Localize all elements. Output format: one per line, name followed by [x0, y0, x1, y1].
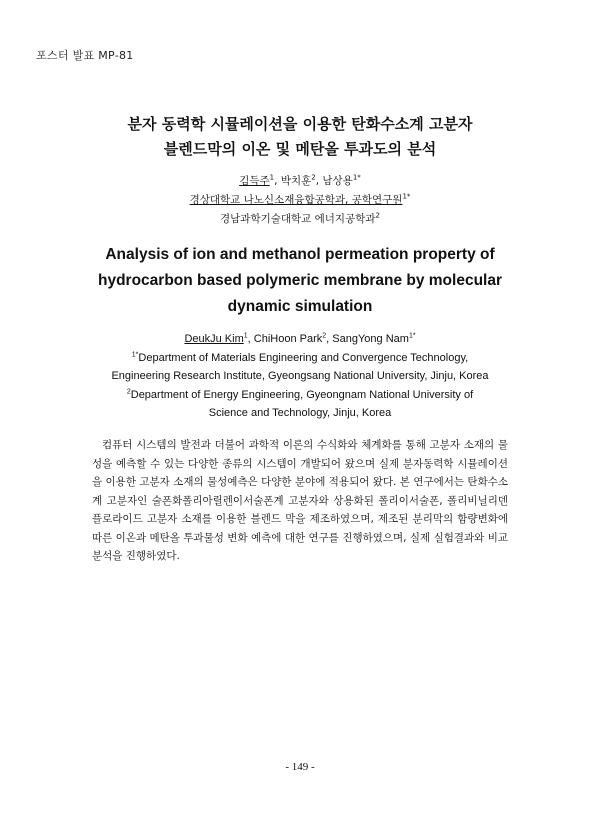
abstract-paragraph: 컴퓨터 시스템의 발전과 더불어 과학적 이론의 수식화와 체계화를 통해 고분자 소재의 물성을 예측할 수 있는 다양한 종류의 시스템이 개발되어 왔으며 실제 분자동력학 시뮬레이션을 이용한 고분자 소재의 물성예측은 다양한 분야에 적용되어 왔다. 본 연구에서는 탄화수소계 고분자인 술폰화폴리아릴렌이서술폰계 고분자와 상용화된 폴리이서술폰, 폴리비닐리덴플로라이드 고분자 소재를 이용한 블렌드 막을 제조하였으며, 제조된 분리막의 함량변화에 따른 이온과 메탄올 투과물성 변화 예측에 대한 연구를 진행하였으며, 실제 실험결과와 비교분석을 진행하였다. [92, 439, 508, 562]
english-author-2-sup: 2 [322, 332, 327, 340]
english-title-line-2: hydrocarbon based polymeric membrane by molecular [98, 272, 502, 289]
english-affiliation-2-sup: 2 [126, 387, 131, 395]
korean-author-2: 박치훈 [280, 175, 312, 187]
english-affiliation-2-line-1 [0, 386, 600, 405]
page-number: - 149 - [285, 761, 315, 773]
korean-author-1: 김득주 [239, 175, 270, 187]
english-affiliation-1-text-1: Department of Materials Engineering and Convergence Technology, [138, 351, 469, 364]
english-author-list [0, 330, 600, 349]
korean-title [0, 112, 600, 162]
english-author-2: ChiHoon Park [253, 333, 323, 345]
korean-author-1-sup: 1 [269, 173, 275, 182]
english-affiliation-1-sup: 1* [131, 350, 139, 358]
english-authors-block [0, 330, 600, 423]
korean-author-3-sup: 1* [352, 173, 361, 182]
english-affiliation-2-text-1: Department of Energy Engineering, Gyeongnam National University of [130, 388, 474, 401]
english-author-sep-2: , [326, 333, 333, 345]
english-title-line-1: Analysis of ion and methanol permeation property of [105, 246, 495, 263]
korean-author-list [0, 172, 600, 191]
english-author-sep-1: , [247, 333, 254, 345]
korean-author-2-sup: 2 [311, 173, 316, 182]
english-author-1: DeukJu Kim [184, 333, 244, 345]
korean-affiliation-1 [0, 191, 600, 210]
korean-author-sep-1: , [274, 175, 281, 187]
english-affiliation-2-line-2: Science and Technology, Jinju, Korea [208, 407, 392, 419]
english-title [0, 242, 600, 320]
english-author-1-sup: 1 [243, 332, 248, 340]
english-author-3-sup: 1* [408, 332, 416, 340]
korean-affiliation-2-sup: 2 [375, 211, 380, 220]
english-title-line-3: dynamic simulation [227, 298, 373, 315]
korean-affiliation-2-text: 경남과학기술대학교 에너지공학과 [220, 213, 376, 225]
poster-session-tag: 포스터 발표 MP-81 [36, 49, 134, 62]
korean-authors-block [0, 172, 600, 229]
english-affiliation-1-line-1 [0, 349, 600, 368]
korean-author-sep-2: , [315, 175, 323, 187]
english-affiliation-1-line-2: Engineering Research Institute, Gyeongsang National University, Jinju, Korea [111, 370, 489, 382]
english-author-3: SangYong Nam [332, 333, 409, 345]
korean-title-line-1: 분자 동력학 시뮬레이션을 이용한 탄화수소계 고분자 [127, 115, 473, 133]
korean-author-3: 남상용 [322, 175, 353, 187]
korean-affiliation-1-text: 경상대학교 나노신소재융합공학과, 공학연구원 [189, 194, 403, 206]
korean-affiliation-1-sup: 1* [402, 192, 411, 201]
korean-affiliation-2 [0, 210, 600, 229]
korean-title-line-2: 블렌드막의 이온 및 메탄올 투과도의 분석 [163, 140, 437, 158]
